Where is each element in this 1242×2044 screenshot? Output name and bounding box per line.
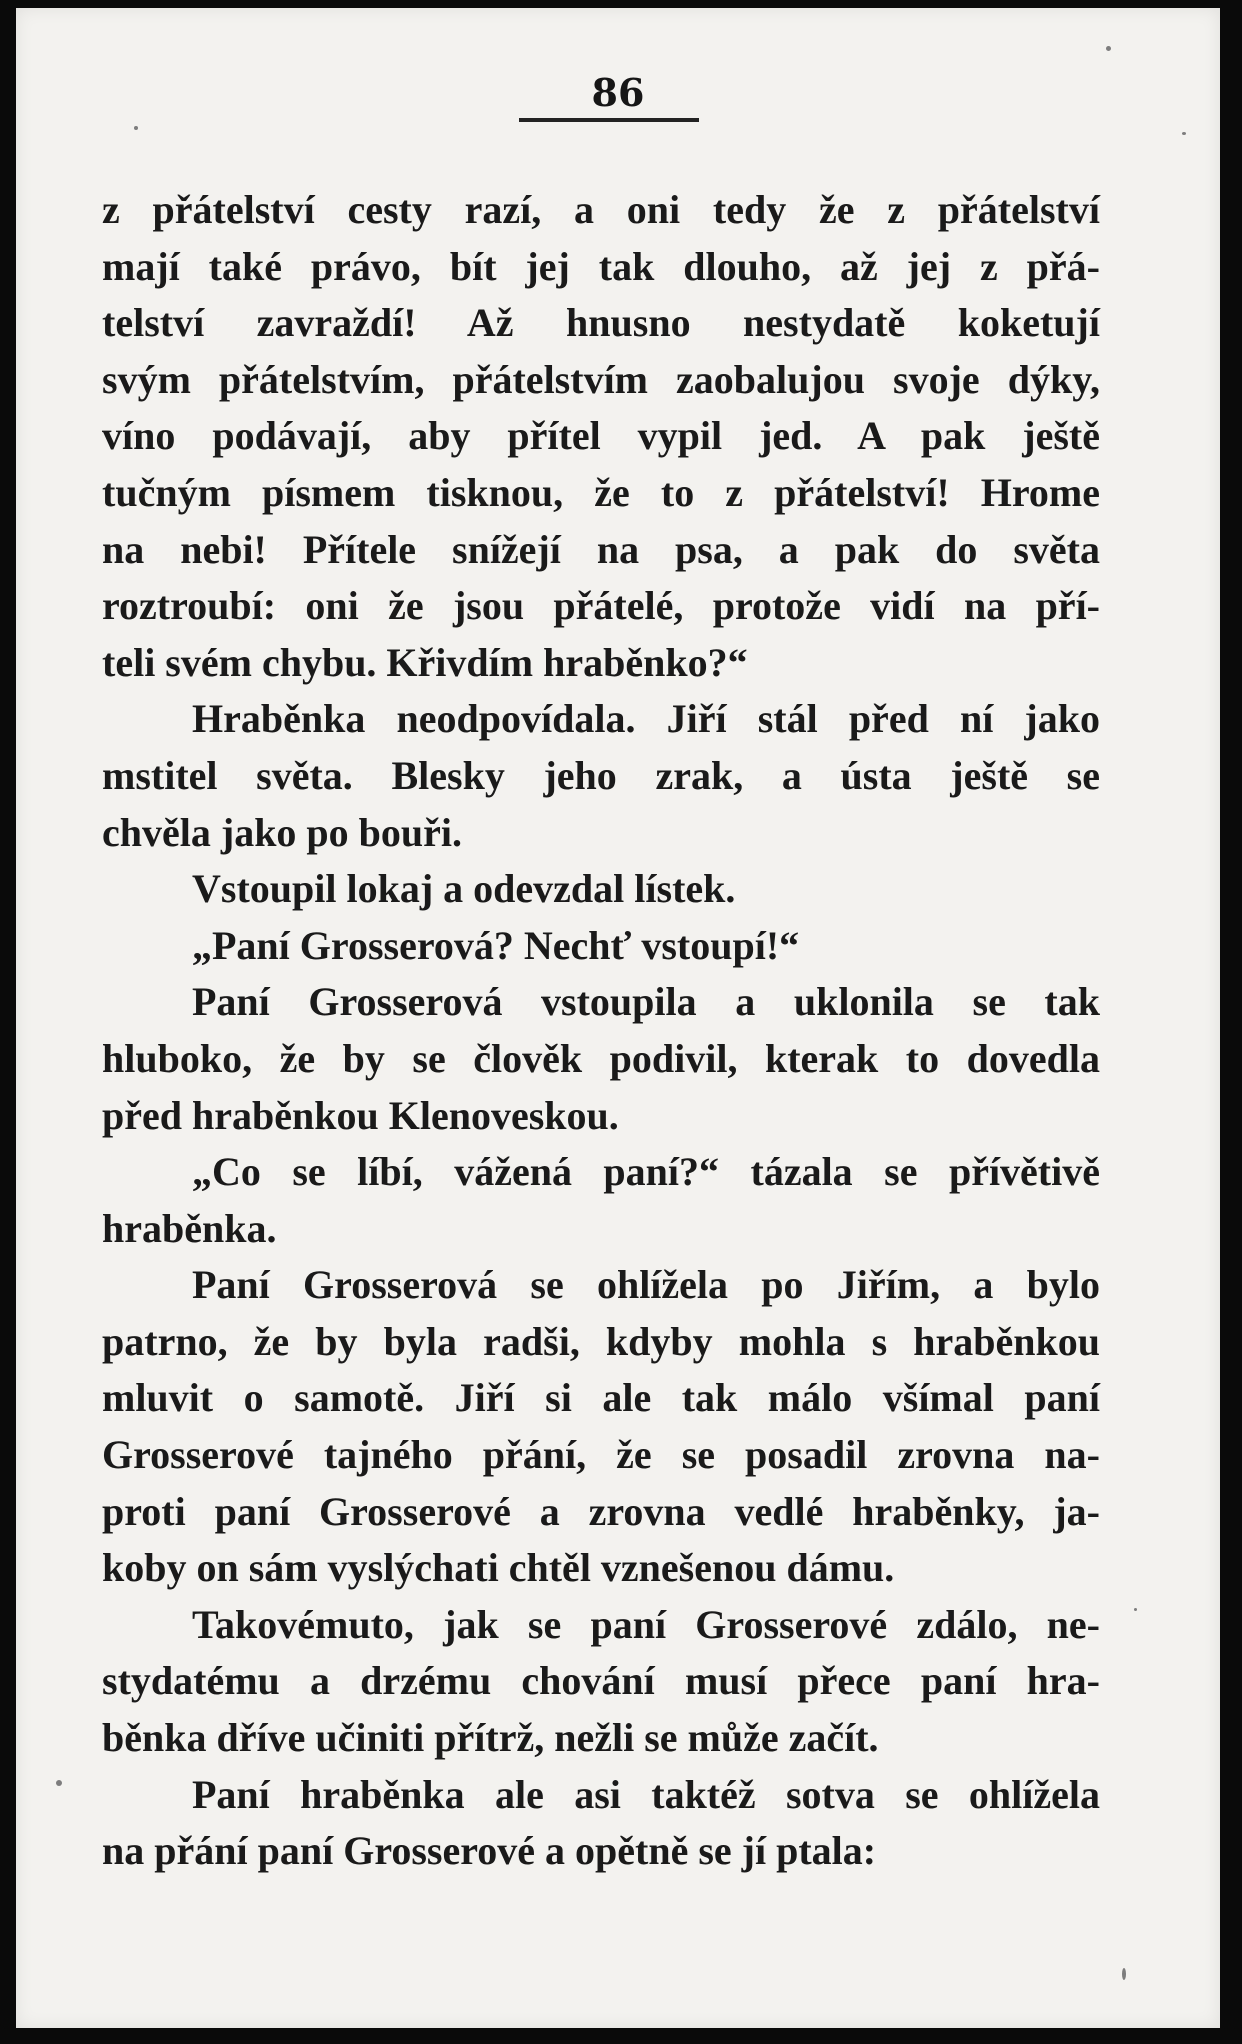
text-line: chvěla jako po bouři. [102,809,463,855]
text-line: telství zavraždí! Až hnusno nestydatě koketují [102,300,1100,346]
text-line: tučným písmem tisknou, že to z přátelství! Hrome [102,469,1100,515]
text-line: Paní Grosserová se ohlížela po Jiřím, a bylo [192,1262,1100,1308]
body-text [102,182,1100,1880]
page-number-rule [519,118,699,122]
text-line: na nebi! Přítele snížejí na psa, a pak do světa [102,526,1100,572]
text-line: Takovémuto, jak se paní Grosserové zdálo, ne- [192,1601,1100,1647]
text-line: roztroubí: oni že jsou přátelé, protože vidí na pří- [102,583,1100,629]
paper-speck [1122,1968,1126,1980]
text-line: mluvit o samotě. Jiří si ale tak málo všímal paní [102,1375,1100,1421]
text-line: hluboko, že by se člověk podivil, kterak to dovedla [102,1035,1100,1081]
text-line: z přátelství cesty razí, a oni tedy že z přátelství [102,187,1100,232]
text-line: proti paní Grosserové a zrovna vedlé hraběnky, ja- [102,1488,1100,1534]
text-line: běnka dříve učiniti přítrž, nežli se může začít. [102,1715,879,1761]
book-page [16,8,1220,2028]
text-line: svým přátelstvím, přátelstvím zaobalujou svoje dýky, [102,356,1100,402]
text-line: Paní hraběnka ale asi taktéž sotva se ohlížela [192,1771,1100,1817]
text-line: Hraběnka neodpovídala. Jiří stál před ní jako [192,696,1100,742]
text-line: Vstoupil lokaj a odevzdal lístek. [192,866,736,912]
text-line: teli svém chybu. Křivdím hraběnko?“ [102,639,748,685]
text-line: na přání paní Grosserové a opětně se jí ptala: [102,1828,877,1874]
text-line: patrno, že by byla radši, kdyby mohla s hraběnkou [102,1318,1100,1364]
paper-speck [1182,132,1186,135]
text-line: hraběnka. [102,1205,277,1251]
text-line: mají také právo, bít jej tak dlouho, až jej z přá- [102,243,1100,289]
text-line: stydatému a drzému chování musí přece paní hra- [102,1658,1100,1704]
text-line: „Co se líbí, vážená paní?“ tázala se přívětivě [192,1149,1100,1195]
paper-speck [134,126,138,130]
text-line: před hraběnkou Klenoveskou. [102,1092,619,1138]
text-line: koby on sám vyslýchati chtěl vznešenou dámu. [102,1545,895,1591]
page-number: 86 [591,70,645,115]
text-line: „Paní Grosserová? Nechť vstoupí!“ [192,922,800,968]
paper-speck [1106,46,1111,51]
paper-speck [1134,1608,1137,1611]
paper-speck [56,1780,62,1786]
text-line: mstitel světa. Blesky jeho zrak, a ústa ještě se [102,752,1100,798]
text-line: víno podávají, aby přítel vypil jed. A pak ještě [102,413,1100,459]
text-line: Paní Grosserová vstoupila a uklonila se tak [192,979,1100,1025]
text-line: Grosserové tajného přání, že se posadil zrovna na- [102,1432,1100,1478]
